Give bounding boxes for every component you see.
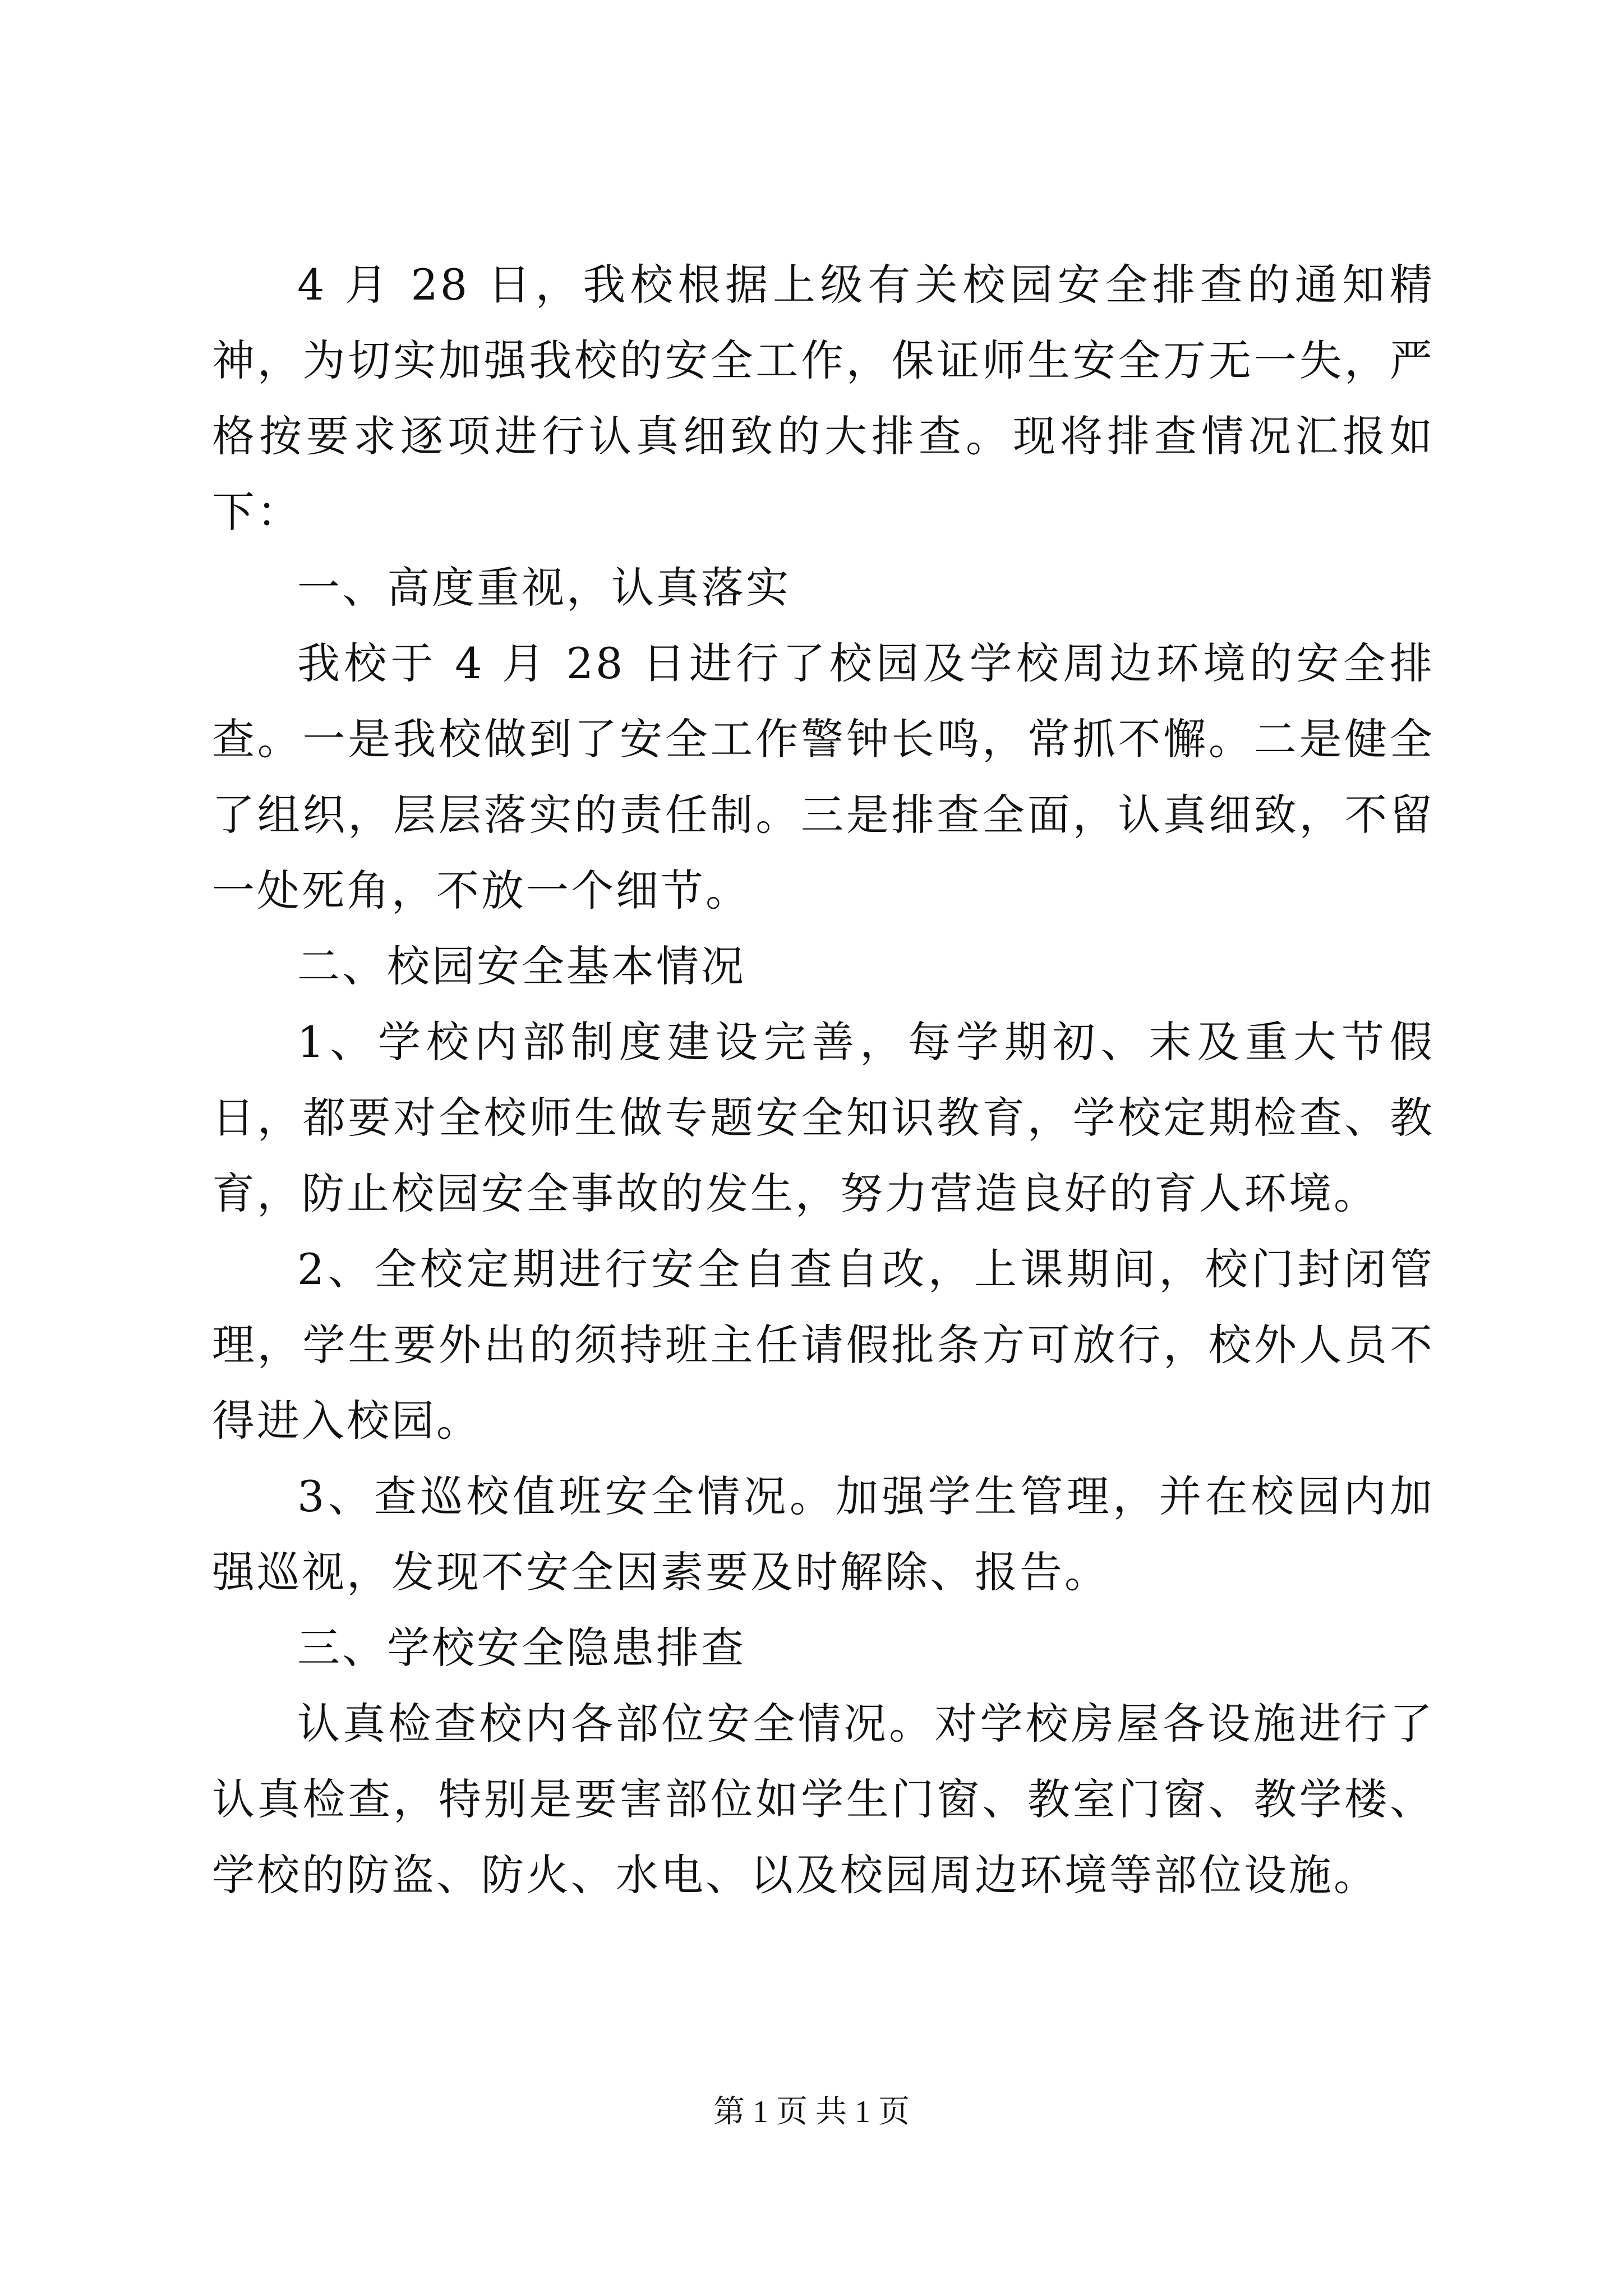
section-heading-3: 三、学校安全隐患排查 (297, 1623, 746, 1673)
section-2-item-1: 1、学校内部制度建设完善，每学期初、末及重大节假日，都要对全校师生做专题安全知识教育，学校定期检查、教育，防止校园安全事故的发生，努力营造良好的育人环境。 (212, 1017, 1435, 1218)
section-3-paragraph: 认真检查校内各部位安全情况。对学校房屋各设施进行了认真检查，特别是要害部位如学生门窗、教室门窗、教学楼、学校的防盗、防火、水电、以及校园周边环境等部位设施。 (212, 1699, 1435, 1900)
section-2-item-2: 2、全校定期进行安全自查自改，上课期间，校门封闭管理，学生要外出的须持班主任请假批条方可放行，校外人员不得进入校园。 (212, 1244, 1435, 1446)
intro-paragraph: 4 月 28 日，我校根据上级有关校园安全排查的通知精神，为切实加强我校的安全工作，保证师生安全万无一失，严格按要求逐项进行认真细致的大排查。现将排查情况汇报如下： (212, 260, 1435, 537)
page-footer: 第 1 页 共 1 页 (713, 2095, 910, 2129)
section-2-item-3: 3、查巡校值班安全情况。加强学生管理，并在校园内加强巡视，发现不安全因素要及时解除、报告。 (212, 1471, 1435, 1597)
document-body (212, 247, 1435, 1913)
section-heading-1: 一、高度重视，认真落实 (297, 563, 791, 613)
section-heading-2: 二、校园安全基本情况 (297, 941, 746, 991)
section-1-paragraph: 我校于 4 月 28 日进行了校园及学校周边环境的安全排查。一是我校做到了安全工作警钟长鸣，常抓不懈。二是健全了组织，层层落实的责任制。三是排查全面，认真细致，不留一处死角，不放一个细节。 (212, 638, 1435, 915)
